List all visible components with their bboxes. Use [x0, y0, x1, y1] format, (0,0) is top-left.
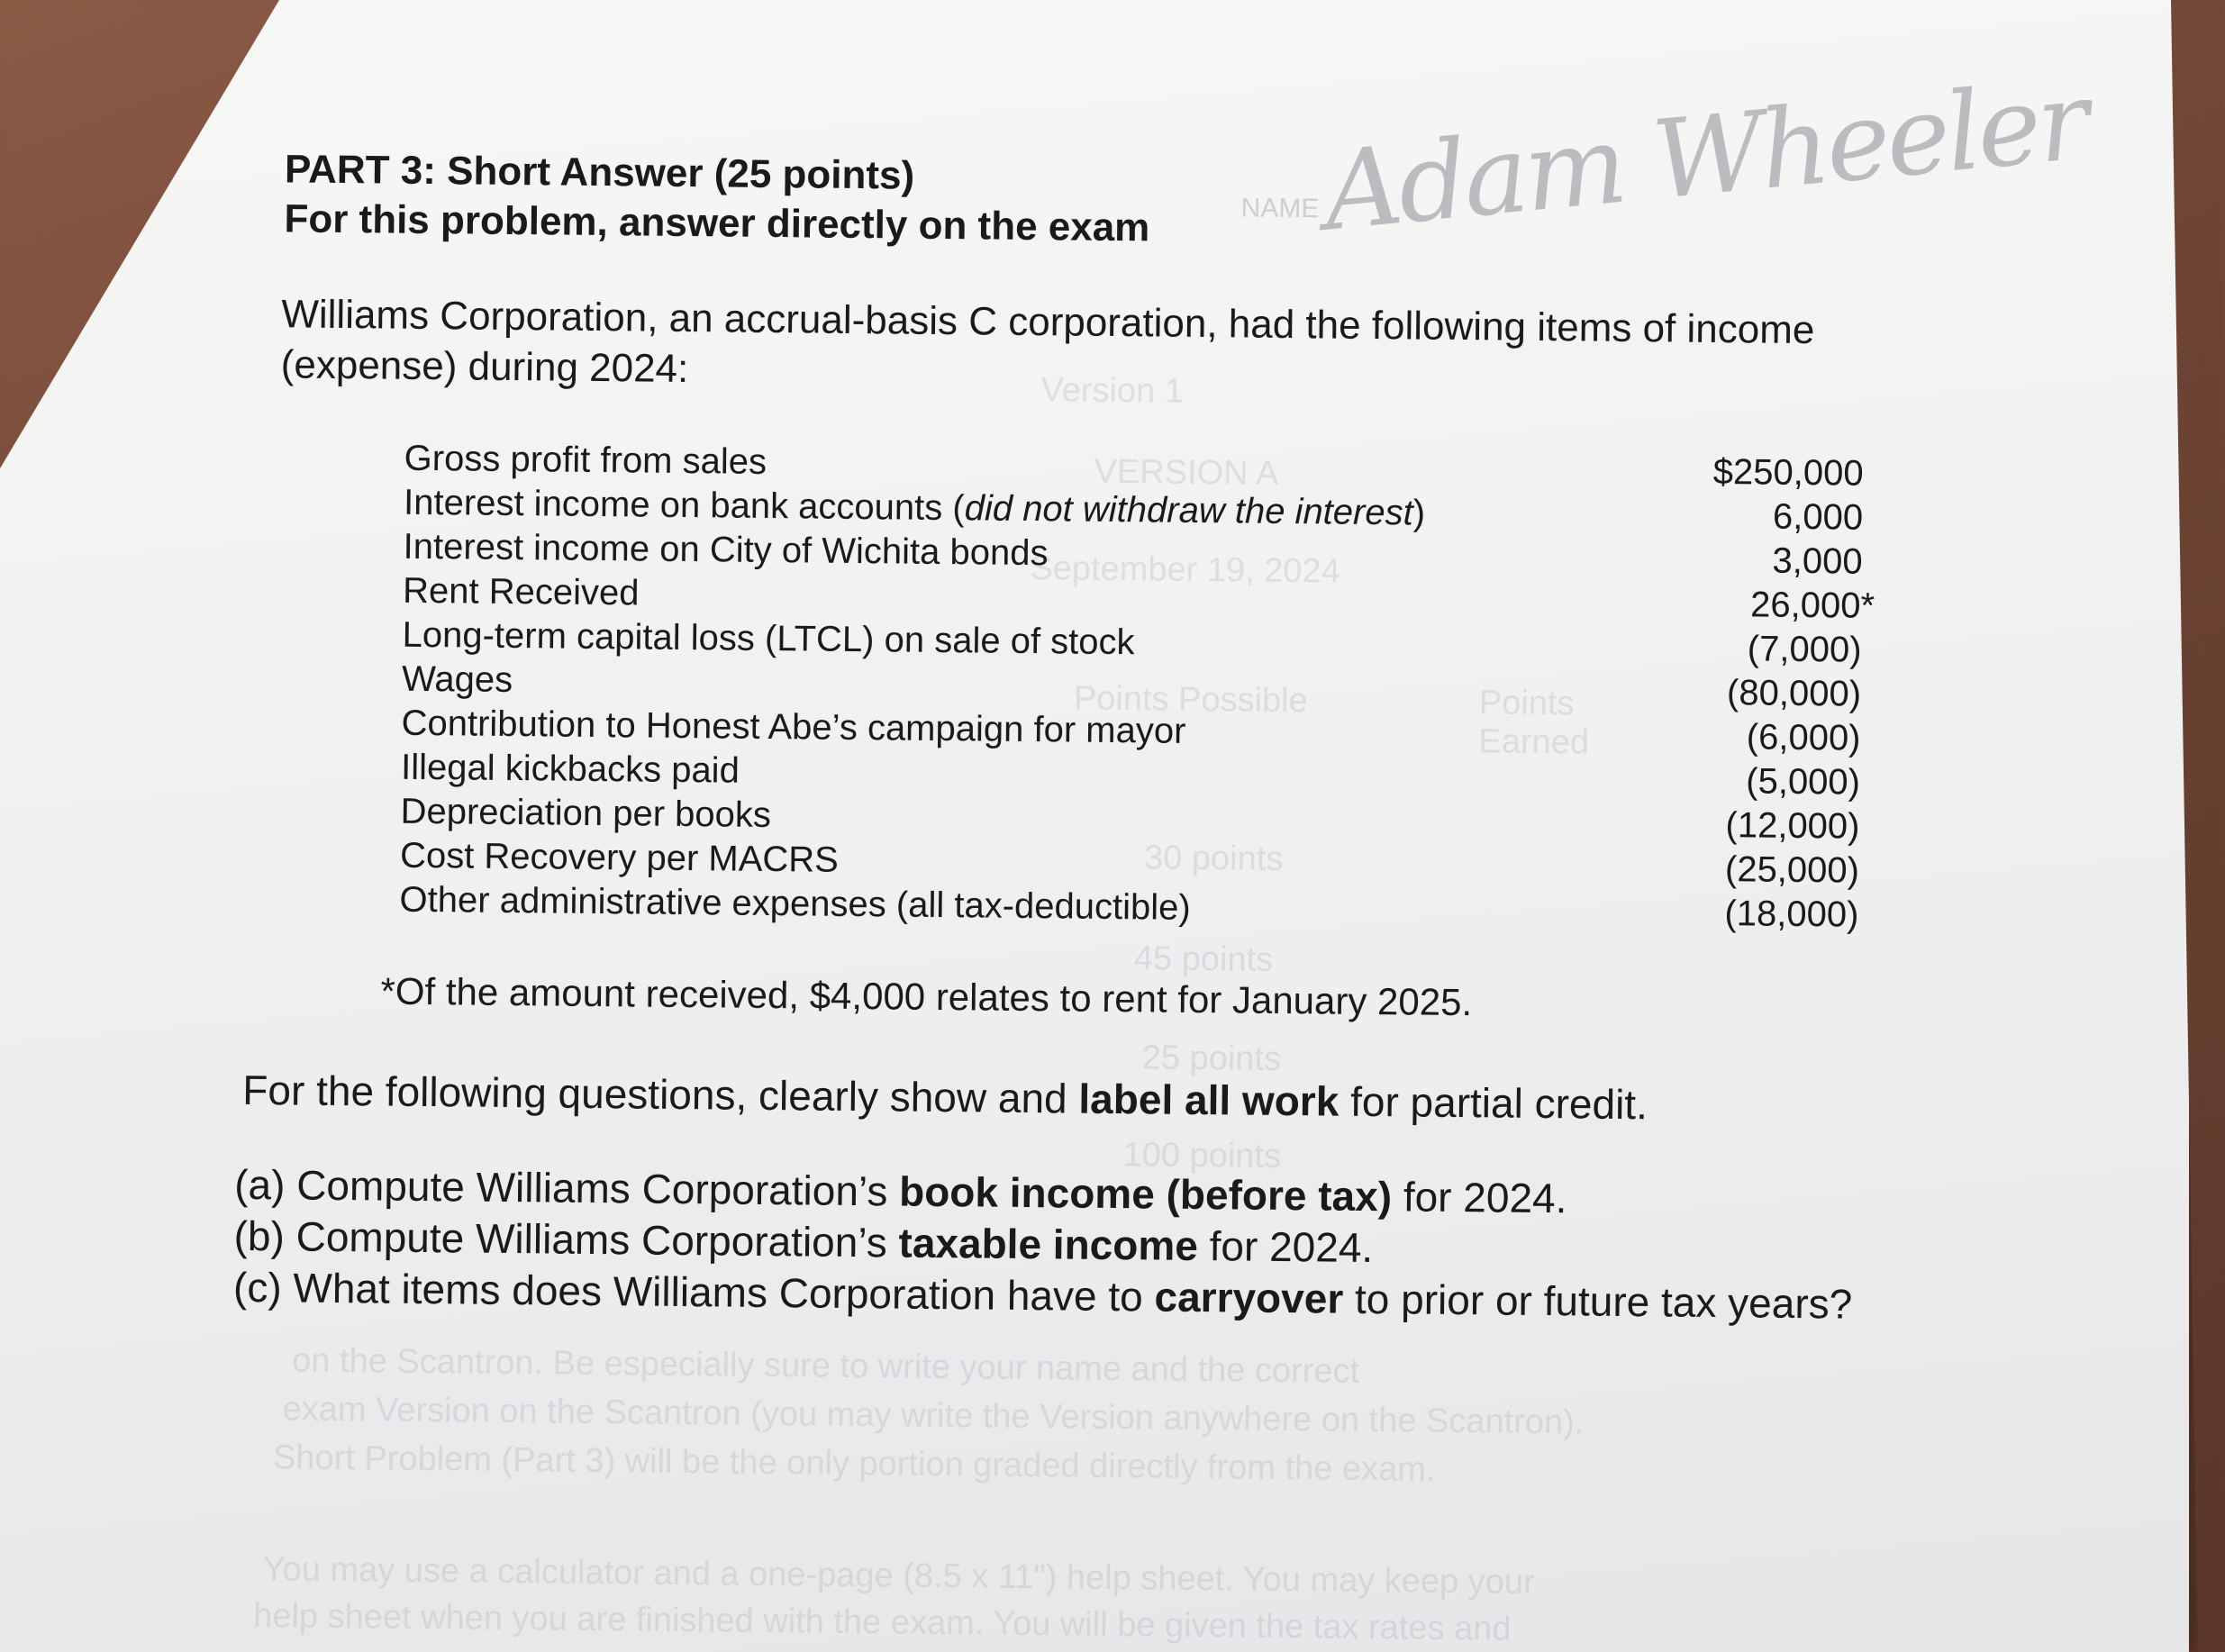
item-amount: 26,000* — [1749, 585, 1875, 626]
item-label: Gross profit from sales — [404, 438, 767, 482]
question-text: (b) Compute Williams Corporation’s — [233, 1212, 899, 1266]
item-label-end: ) — [1412, 493, 1426, 533]
name-label: NAME — [1240, 193, 1320, 224]
income-items-list — [399, 437, 1875, 938]
question-text: (c) What items does Williams Corporation have to — [232, 1263, 1155, 1321]
item-label: Contribution to Honest Abe’s campaign for mayor — [401, 703, 1186, 751]
item-amount: (6,000) — [1746, 717, 1861, 758]
item-amount: (80,000) — [1726, 673, 1862, 714]
show-through-pts3: 25 points — [1141, 1039, 1282, 1078]
show-through-p5: help sheet when you are finished with the exam. You will be given the tax rates and — [253, 1597, 1512, 1648]
question-emphasis: carryover — [1154, 1273, 1344, 1322]
show-through-p3: Short Problem (Part 3) will be the only portion graded directly from the exam. — [272, 1439, 1436, 1489]
show-through-pts2: 45 points — [1133, 939, 1274, 979]
item-label: Cost Recovery per MACRS — [399, 835, 840, 880]
show-through-p4: You may use a calculator and a one-page (8.5 x 11") help sheet. You may keep your — [262, 1550, 1535, 1602]
question-list — [233, 1159, 1893, 1330]
rent-footnote: *Of the amount received, $4,000 relates to rent for January 2025. — [380, 969, 1473, 1024]
instructions-before: For the following questions, clearly show and — [242, 1066, 1079, 1122]
show-through-pts1: 30 points — [1143, 839, 1284, 878]
item-label-start: Interest income on bank accounts ( — [403, 482, 965, 529]
show-through-line1: Version 1 — [1040, 371, 1185, 411]
item-amount: 3,000 — [1772, 540, 1863, 582]
item-label: Long-term capital loss (LTCL) on sale of stock — [402, 614, 1135, 663]
item-amount: (5,000) — [1746, 761, 1861, 803]
show-through-line3: September 19, 2024 — [1030, 549, 1341, 591]
show-through-p1: on the Scantron. Be especially sure to write your name and the correct — [291, 1341, 1360, 1391]
item-label: Illegal kickbacks paid — [400, 747, 740, 791]
question-text: (a) Compute Williams Corporation’s — [233, 1160, 900, 1215]
show-through-p2: exam Version on the Scantron (you may write the Version anywhere on the Scantron). — [282, 1390, 1585, 1442]
question-emphasis: book income (before tax) — [898, 1167, 1393, 1221]
question-emphasis: taxable income — [898, 1219, 1199, 1270]
problem-intro: Williams Corporation, an accrual-basis C corporation, had the following items of income (expense) during 2024: — [280, 292, 1815, 392]
item-amount: $250,000 — [1712, 451, 1864, 494]
show-through-col1: Points Possible — [1073, 679, 1308, 721]
item-amount: (7,000) — [1747, 629, 1862, 670]
item-label: Depreciation per books — [400, 791, 772, 836]
instructions-bold: label all work — [1078, 1075, 1340, 1125]
part-title: PART 3: Short Answer (25 points) — [284, 147, 915, 198]
show-through-col2: Points Earned — [1478, 684, 1590, 762]
show-through-line2: VERSION A — [1094, 452, 1279, 493]
instructions-after: for partial credit. — [1339, 1077, 1648, 1129]
handwritten-signature: Adam Wheeler — [1318, 59, 2092, 256]
part-subtitle: For this problem, answer directly on the exam — [284, 196, 1150, 250]
item-label: Interest income on City of Wichita bonds — [403, 526, 1049, 574]
question-text-end: to prior or future tax years? — [1342, 1275, 1853, 1328]
question-text-end: for 2024. — [1197, 1222, 1374, 1272]
item-amount: (18,000) — [1724, 894, 1859, 935]
item-label: Other administrative expenses (all tax-deductible) — [399, 879, 1191, 928]
item-amount: 6,000 — [1772, 496, 1864, 538]
show-through-pts4: 100 points — [1122, 1136, 1282, 1175]
item-amount: (25,000) — [1724, 849, 1860, 891]
item-label: Rent Received — [402, 570, 640, 613]
item-label-italic: did not withdraw the interest — [964, 488, 1413, 533]
question-text-end: for 2024. — [1391, 1173, 1567, 1222]
item-label: Wages — [401, 658, 513, 701]
instructions — [242, 1066, 1648, 1129]
item-amount: (12,000) — [1725, 805, 1860, 847]
